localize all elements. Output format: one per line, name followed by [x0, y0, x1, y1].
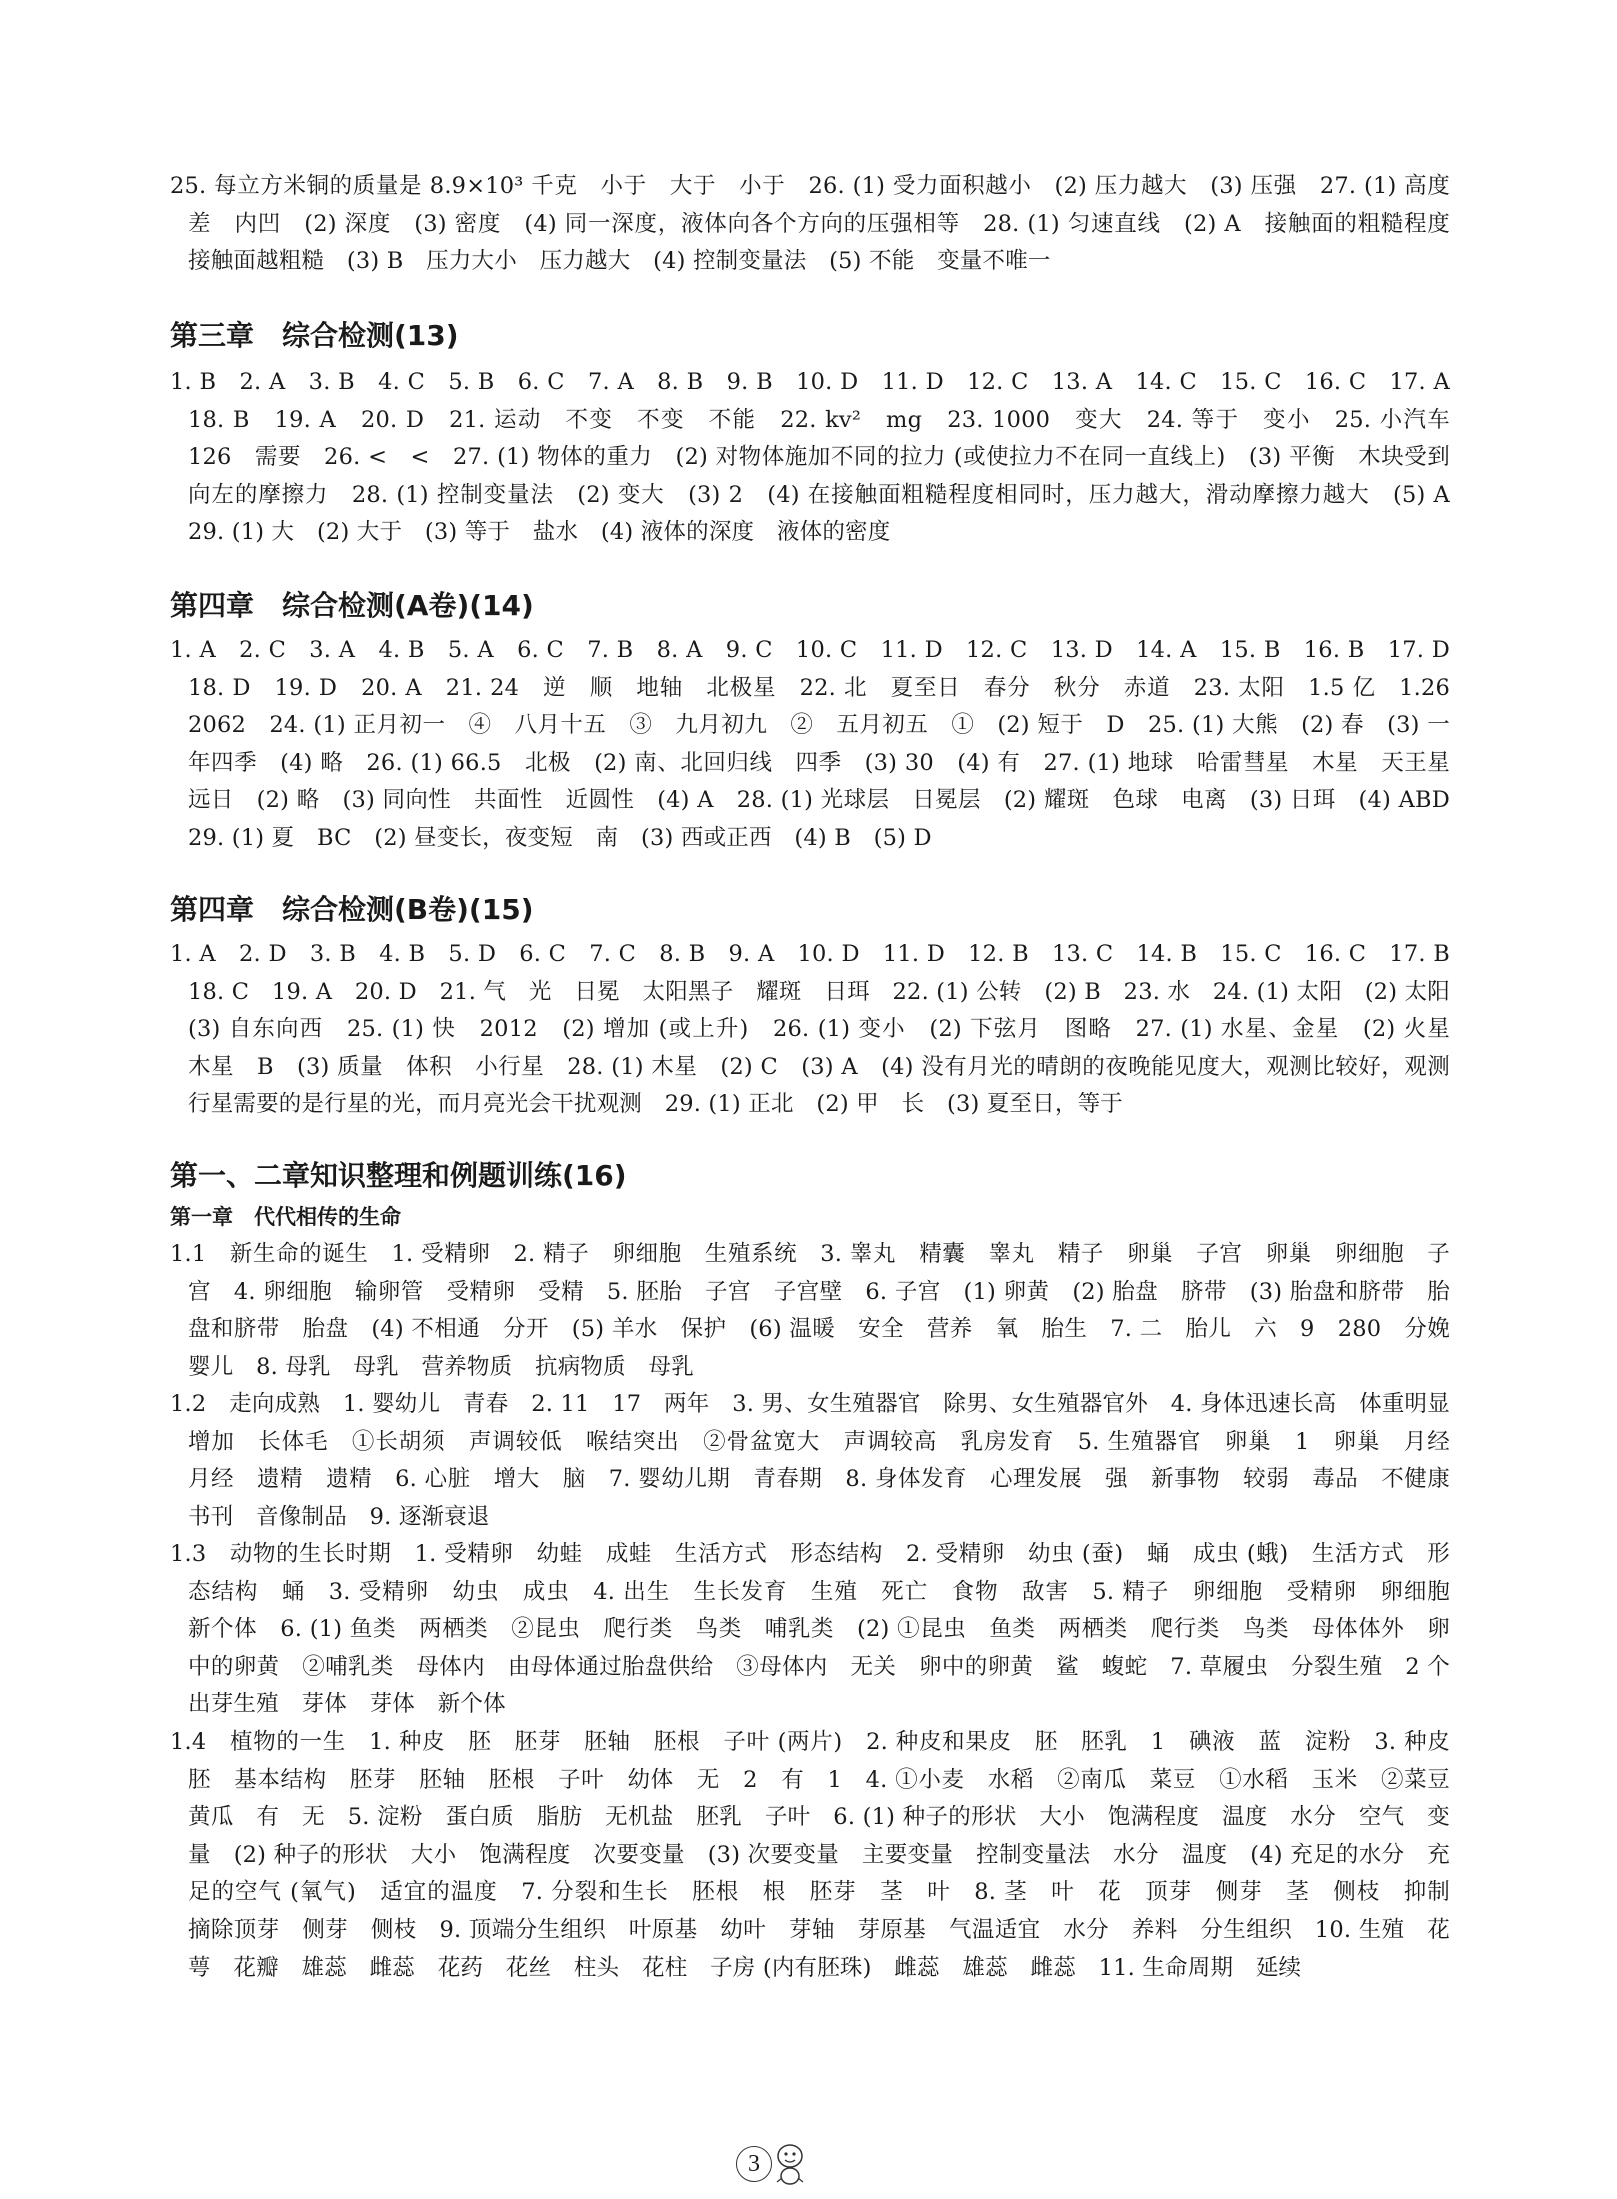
answers-continued-block: 25. 每立方米铜的质量是 8.9×10³ 千克 小于 大于 小于 26. (1) 受力面积越小 (2) 压力越大 (3) 压强 27. (1) 高度差 内凹 (2) 深度 (3) 密度 (4) 同一深度，液体向各个方向的压强相等 28. (1) 匀速直线 (2) A 接触面的粗糙程度 接触面越粗糙 (3) B 压力大小 压力越大 (4) 控制变量法 (5) 不能 变量不唯一: [170, 173, 1473, 275]
chapter4b-answers: 1. A 2. D 3. B 4. B 5. D 6. C 7. C 8. B 9. A 10. D 11. D 12. B 13. C 14. B 15. C 16. C 17. B 18. C 19. A 20. D 21. 气 光 日冕 太阳黑子 耀斑 日珥 22. (1) 公转 (2) B 23. 水 24. (1) 太阳 (2) 太阳 (3) 自东向西 25. (1) 快 2012 (2) 增加 (或上升) 26. (1) 变小 (2) 下弦月 图略 27. (1) 水星、金星 (2) 火星 木星 B (3) 质量 体积 小行星 28. (1) 木星 (2) C (3) A (4) 没有月光的晴朗的夜晚能见度大，观测比较好，观测行星需要的是行星的光，而月亮光会干扰观测 29. (1) 正北 (2) 甲 长 (3) 夏至日，等于: [170, 941, 1473, 1118]
section-heading-chapter3: 第三章 综合检测(13): [170, 319, 459, 352]
mascot-icon: [772, 2138, 808, 2186]
section-1-2-answers: 1.2 走向成熟 1. 婴幼儿 青春 2. 11 17 两年 3. 男、女生殖器官 除男、女生殖器官外 4. 身体迅速长高 体重明显增加 长体毛 ①长胡须 声调较低 喉结突出 ②骨盆宽大 声调较高 乳房发育 5. 生殖器官 卵巢 1 卵巢 月经 月经 遗精 遗精 6. 心脏 增大 脑 7. 婴幼儿期 青春期 8. 身体发育 心理发展 强 新事物 较弱 毒品 不健康书刊 音像制品 9. 逐渐衰退: [170, 1391, 1473, 1530]
section-heading-chapter4b: 第四章 综合检测(B卷)(15): [170, 893, 534, 926]
section-1-1-answers: 1.1 新生命的诞生 1. 受精卵 2. 精子 卵细胞 生殖系统 3. 睾丸 精囊 睾丸 精子 卵巢 子宫 卵巢 卵细胞 子宫 4. 卵细胞 输卵管 受精卵 受精 5. 胚胎 子宫 子宫壁 6. 子宫 (1) 卵黄 (2) 胎盘 脐带 (3) 胎盘和脐带 胎盘和脐带 胎盘 (4) 不相通 分开 (5) 羊水 保护 (6) 温暖 安全 营养 氧 胎生 7. 二 胎儿 六 9 280 分娩 婴儿 8. 母乳 母乳 营养物质 抗病物质 母乳: [170, 1241, 1473, 1380]
section-1-4-answers: 1.4 植物的一生 1. 种皮 胚 胚芽 胚轴 胚根 子叶 (两片) 2. 种皮和果皮 胚 胚乳 1 碘液 蓝 淀粉 3. 种皮 胚 基本结构 胚芽 胚轴 胚根 子叶 幼体 无 2 有 1 4. ①小麦 水稻 ②南瓜 菜豆 ①水稻 玉米 ②菜豆 黄瓜 有 无 5. 淀粉 蛋白质 脂肪 无机盐 胚乳 子叶 6. (1) 种子的形状 大小 饱满程度 温度 水分 空气 变量 (2) 种子的形状 大小 饱满程度 次要变量 (3) 次要变量 主要变量 控制变量法 水分 温度 (4) 充足的水分 充足的空气 (氧气) 适宜的温度 7. 分裂和生长 胚根 根 胚芽 茎 叶 8. 茎 叶 花 顶芽 侧芽 茎 侧枝 抑制 摘除顶芽 侧芽 侧枝 9. 顶端分生组织 叶原基 幼叶 芽轴 芽原基 气温适宜 水分 养料 分生组织 10. 生殖 花萼 花瓣 雄蕊 雌蕊 花药 花丝 柱头 花柱 子房 (内有胚珠) 雌蕊 雄蕊 雌蕊 11. 生命周期 延续: [170, 1729, 1473, 1981]
section-heading-chapter4a: 第四章 综合检测(A卷)(14): [170, 589, 534, 622]
section-1-3-answers: 1.3 动物的生长时期 1. 受精卵 幼蛙 成蛙 生活方式 形态结构 2. 受精卵 幼虫 (蚕) 蛹 成虫 (蛾) 生活方式 形态结构 蛹 3. 受精卵 幼虫 成虫 4. 出生 生长发育 生殖 死亡 食物 敌害 5. 精子 卵细胞 受精卵 卵细胞 新个体 6. (1) 鱼类 两栖类 ②昆虫 爬行类 鸟类 哺乳类 (2) ①昆虫 鱼类 两栖类 爬行类 鸟类 母体体外 卵中的卵黄 ②哺乳类 母体内 由母体通过胎盘供给 ③母体内 无关 卵中的卵黄 鲨 蝮蛇 7. 草履虫 分裂生殖 2 个 出芽生殖 芽体 芽体 新个体: [170, 1541, 1473, 1718]
section-heading-chapter1-2: 第一、二章知识整理和例题训练(16): [170, 1159, 627, 1192]
page-number: 3: [736, 2146, 772, 2182]
chapter3-answers: 1. B 2. A 3. B 4. C 5. B 6. C 7. A 8. B 9. B 10. D 11. D 12. C 13. A 14. C 15. C 16. C 17. A 18. B 19. A 20. D 21. 运动 不变 不变 不能 22. kv² mg 23. 1000 变大 24. 等于 变小 25. 小汽车 126 需要 26. < < 27. (1) 物体的重力 (2) 对物体施加不同的拉力 (或使拉力不在同一直线上) (3) 平衡 木块受到向左的摩擦力 28. (1) 控制变量法 (2) 变大 (3) 2 (4) 在接触面粗糙程度相同时，压力越大，滑动摩擦力越大 (5) A 29. (1) 大 (2) 大于 (3) 等于 盐水 (4) 液体的深度 液体的密度: [170, 369, 1473, 546]
subheading-chapter1: 第一章 代代相传的生命: [170, 1205, 401, 1229]
chapter4a-answers: 1. A 2. C 3. A 4. B 5. A 6. C 7. B 8. A 9. C 10. C 11. D 12. C 13. D 14. A 15. B 16. B 17. D 18. D 19. D 20. A 21. 24 逆 顺 地轴 北极星 22. 北 夏至日 春分 秋分 赤道 23. 太阳 1.5 亿 1.26 2062 24. (1) 正月初一 ④ 八月十五 ③ 九月初九 ② 五月初五 ① (2) 短于 D 25. (1) 大熊 (2) 春 (3) 一年四季 (4) 略 26. (1) 66.5 北极 (2) 南、北回归线 四季 (3) 30 (4) 有 27. (1) 地球 哈雷彗星 木星 天王星 远日 (2) 略 (3) 同向性 共面性 近圆性 (4) A 28. (1) 光球层 日冕层 (2) 耀斑 色球 电离 (3) 日珥 (4) ABD 29. (1) 夏 BC (2) 昼变长，夜变短 南 (3) 西或正西 (4) B (5) D: [170, 637, 1473, 851]
